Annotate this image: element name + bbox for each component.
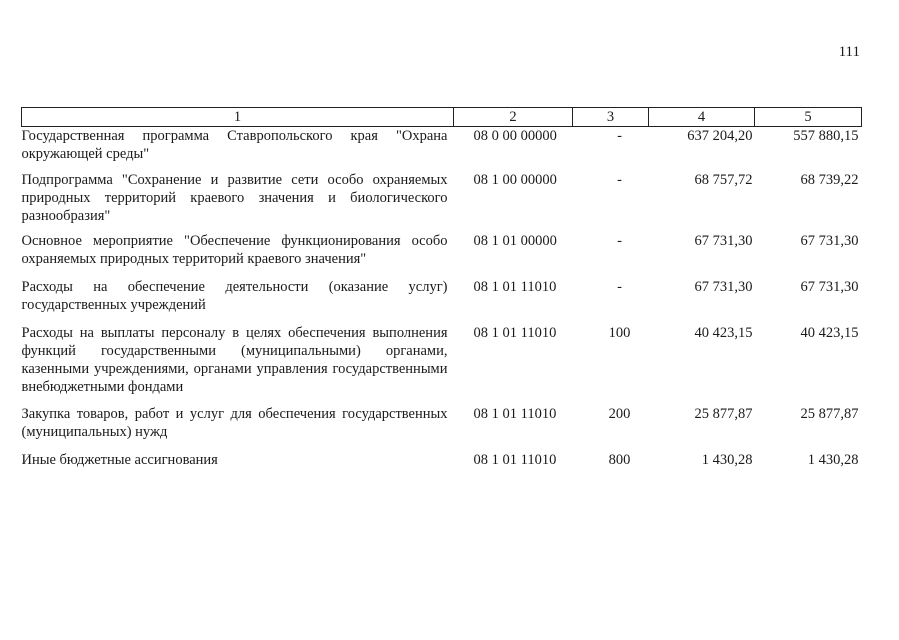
row-amount-4: 1 430,28 [701,451,753,468]
row-expense-type: - [617,128,622,144]
table-row [22,127,862,165]
row-amount-5: 557 880,15 [793,128,859,144]
row-amount-4: 25 877,87 [694,405,753,422]
row-amount-4: 68 757,72 [694,171,753,188]
table-row [22,165,862,232]
row-name: Закупка товаров, работ и услуг для обеспечения государственных (муниципальных) нужд [21,405,448,440]
row-expense-type: - [617,232,622,249]
header-col-5: 5 [755,108,862,127]
row-amount-5: 40 423,15 [800,324,859,341]
row-code: 08 1 01 11010 [473,278,557,295]
table-row [22,278,862,324]
header-col-2: 2 [454,108,573,127]
row-expense-type: - [617,278,622,295]
header-col-3: 3 [573,108,649,127]
row-amount-5: 67 731,30 [800,232,859,249]
row-expense-type: - [617,171,622,188]
table-row [22,451,862,473]
row-name: Государственная программа Ставропольского края "Охрана окружающей среды" [21,128,448,162]
header-col-1: 1 [22,108,454,127]
row-expense-type: 800 [608,451,631,468]
row-amount-5: 68 739,22 [800,171,859,188]
row-name: Расходы на обеспечение деятельности (оказание услуг) государственных учреждений [21,278,448,313]
page-number: 111 [838,44,860,60]
row-amount-4: 637 204,20 [687,128,753,144]
row-amount-5: 25 877,87 [800,405,859,422]
header-row [22,108,862,127]
row-code: 08 1 01 11010 [473,324,557,341]
row-amount-4: 40 423,15 [694,324,753,341]
row-amount-4: 67 731,30 [694,232,753,249]
row-expense-type: 200 [608,405,631,422]
row-code: 08 1 01 11010 [473,405,557,422]
row-code: 08 1 01 11010 [473,451,557,468]
row-name: Подпрограмма "Сохранение и развитие сети особо охраняемых природных территорий краевого значения и биологического разнообразия" [21,171,448,224]
row-code: 08 0 00 00000 [473,128,557,144]
row-amount-4: 67 731,30 [694,278,753,295]
row-name: Основное мероприятие "Обеспечение функционирования особо охраняемых природных территорий краевого значения" [21,232,448,267]
row-name: Иные бюджетные ассигнования [21,451,218,468]
table-row [22,232,862,278]
row-expense-type: 100 [608,324,631,341]
table-row [22,405,862,451]
row-amount-5: 1 430,28 [807,451,859,468]
row-name: Расходы на выплаты персоналу в целях обеспечения выполнения функций государственными (муниципальными) органами, казенными учреждениями, органами управления государственными внебюджетными фондами [21,324,448,395]
row-code: 08 1 00 00000 [473,171,557,188]
row-code: 08 1 01 00000 [473,232,557,249]
row-amount-5: 67 731,30 [800,278,859,295]
header-col-4: 4 [649,108,755,127]
table-row [22,324,862,405]
budget-table [21,107,862,473]
